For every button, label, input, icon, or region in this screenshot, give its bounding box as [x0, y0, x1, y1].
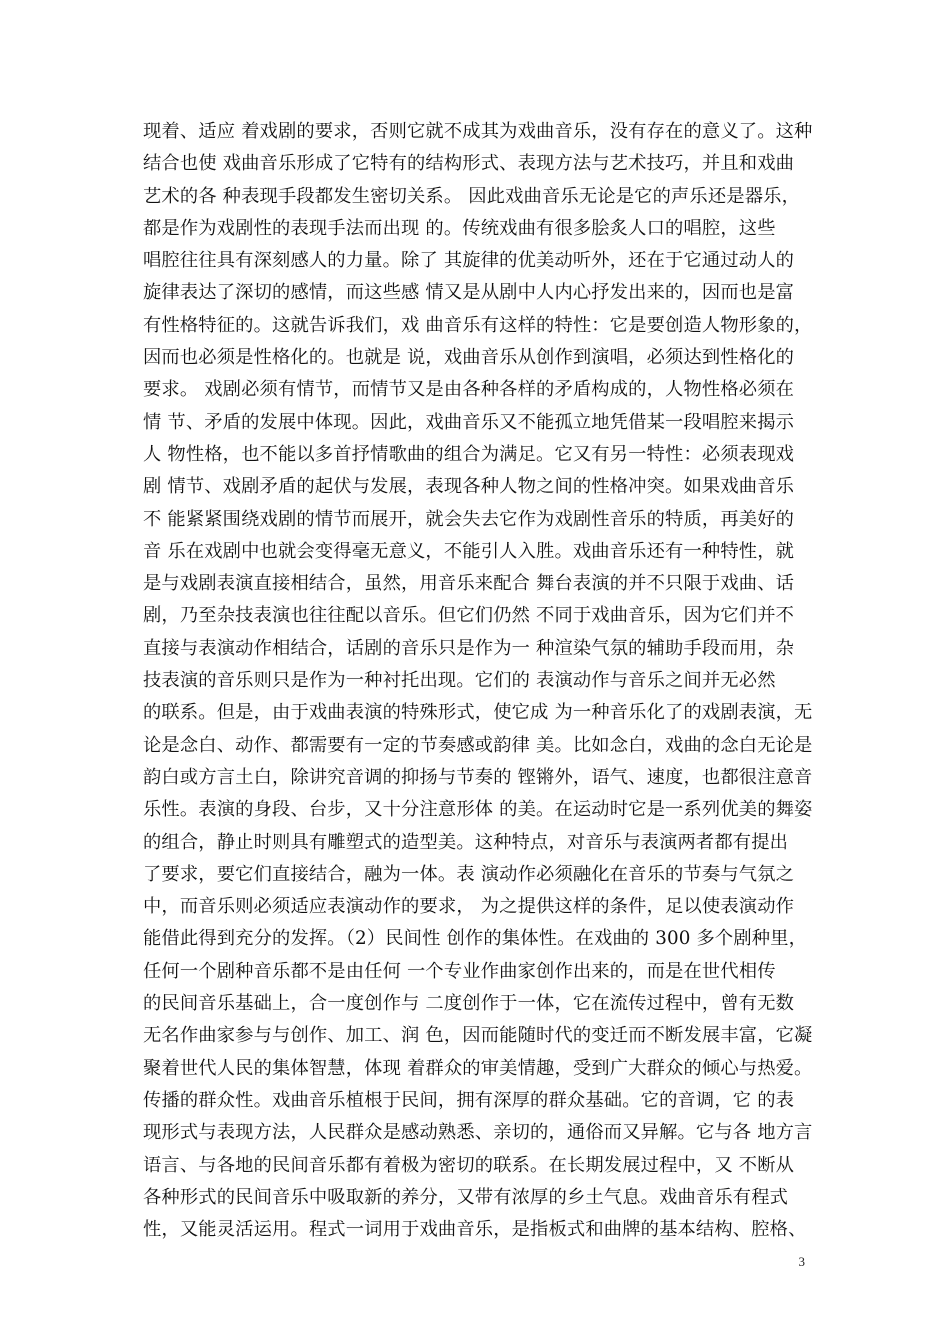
text-line: 艺术的各 种表现手段都发生密切关系。 因此戏曲音乐无论是它的声乐还是器乐，: [143, 185, 801, 207]
text-line: 有性格特征的。这就告诉我们，戏 曲音乐有这样的特性：它是要创造人物形象的，: [143, 314, 813, 336]
text-line: 无名作曲家参与与创作、加工、润 色，因而能随时代的变迁而不断发展丰富，它凝: [143, 1025, 813, 1047]
body-text: [143, 116, 811, 1246]
text-line: 音 乐在戏剧中也就会变得毫无意义，不能引人入胜。戏曲音乐还有一种特性，就: [143, 540, 795, 562]
text-line: 剧，乃至杂技表演也往往配以音乐。但它们仍然 不同于戏曲音乐，因为它们并不: [143, 605, 795, 627]
text-line: 情 节、矛盾的发展中体现。因此，戏曲音乐又不能孤立地凭借某一段唱腔来揭示: [143, 411, 795, 433]
text-line: 的民间音乐基础上，合一度创作与 二度创作于一体，它在流传过程中，曾有无数: [143, 993, 795, 1015]
text-line: 语言、与各地的民间音乐都有着极为密切的联系。在长期发展过程中，又 不断从: [143, 1154, 795, 1176]
text-line: 任何一个剧种音乐都不是由任何 一个专业作曲家创作出来的，而是在世代相传: [143, 960, 776, 982]
text-line: 了要求，要它们直接结合，融为一体。表 演动作必须融化在音乐的节奏与气氛之: [143, 863, 795, 885]
page-number: 3: [798, 1254, 805, 1269]
text-line: 中，而音乐则必须适应表演动作的要求， 为之提供这样的条件，足以使表演动作: [143, 896, 795, 918]
text-line: 结合也使 戏曲音乐形成了它特有的结构形式、表现方法与艺术技巧，并且和戏曲: [143, 153, 795, 175]
text-line: 剧 情节、戏剧矛盾的起伏与发展，表现各种人物之间的性格冲突。如果戏曲音乐: [143, 476, 795, 498]
text-line: 都是作为戏剧性的表现手法而出现 的。传统戏曲有很多脍炙人口的唱腔，这些: [143, 217, 776, 239]
text-line: 的联系。但是，由于戏曲表演的特殊形式，使它成 为一种音乐化了的戏剧表演，无: [143, 702, 813, 724]
text-line: 传播的群众性。戏曲音乐植根于民间，拥有深厚的群众基础。它的音调，它 的表: [143, 1089, 795, 1111]
text-line: 旋律表达了深切的感情，而这些感 情又是从剧中人内心抒发出来的，因而也是富: [143, 282, 795, 304]
text-line: 能借此得到充分的发挥。（2）民间性 创作的集体性。在戏曲的 300 多个剧种里，: [143, 928, 808, 950]
text-line: 唱腔往往具有深刻感人的力量。除了 其旋律的优美动听外，还在于它通过动人的: [143, 250, 795, 272]
text-line: 要求。 戏剧必须有情节，而情节又是由各种各样的矛盾构成的，人物性格必须在: [143, 379, 795, 401]
text-line: 因而也必须是性格化的。也就是 说，戏曲音乐从创作到演唱，必须达到性格化的: [143, 347, 795, 369]
text-line: 现形式与表现方法，人民群众是感动熟悉、亲切的，通俗而又异解。它与各 地方言: [143, 1122, 813, 1144]
text-line: 人 物性格，也不能以多首抒情歌曲的组合为满足。它又有另一特性：必须表现戏: [143, 443, 795, 465]
text-line: 不 能紧紧围绕戏剧的情节而展开，就会失去它作为戏剧性音乐的特质，再美好的: [143, 508, 795, 530]
text-line: 性，又能灵活运用。程式一词用于戏曲音乐，是指板式和曲牌的基本结构、腔格、: [143, 1219, 807, 1241]
text-line: 技表演的音乐则只是作为一种衬托出现。它们的 表演动作与音乐之间并无必然: [143, 670, 776, 692]
text-line: 韵白或方言土白，除讲究音调的抑扬与节奏的 铿锵外，语气、速度，也都很注意音: [143, 766, 813, 788]
text-line: 是与戏剧表演直接相结合，虽然，用音乐来配合 舞台表演的并不只限于戏曲、话: [143, 573, 795, 595]
text-line: 的组合，静止时则具有雕塑式的造型美。这种特点，对音乐与表演两者都有提出: [143, 831, 789, 853]
text-line: 现着、适应 着戏剧的要求，否则它就不成其为戏曲音乐，没有存在的意义了。这种: [143, 121, 813, 142]
text-line: 论是念白、动作、都需要有一定的节奏感或韵律 美。比如念白，戏曲的念白无论是: [143, 734, 813, 756]
text-line: 聚着世代人民的集体智慧，体现 着群众的审美情趣，受到广大群众的倾心与热爱。: [143, 1057, 813, 1079]
text-line: 乐性。表演的身段、台步，又十分注意形体 的美。在运动时它是一系列优美的舞姿: [143, 799, 813, 821]
text-line: 各种形式的民间音乐中吸取新的养分，又带有浓厚的乡土气息。戏曲音乐有程式: [143, 1186, 789, 1208]
text-line: 直接与表演动作相结合，话剧的音乐只是作为一 种渲染气氛的辅助手段而用，杂: [143, 637, 795, 659]
